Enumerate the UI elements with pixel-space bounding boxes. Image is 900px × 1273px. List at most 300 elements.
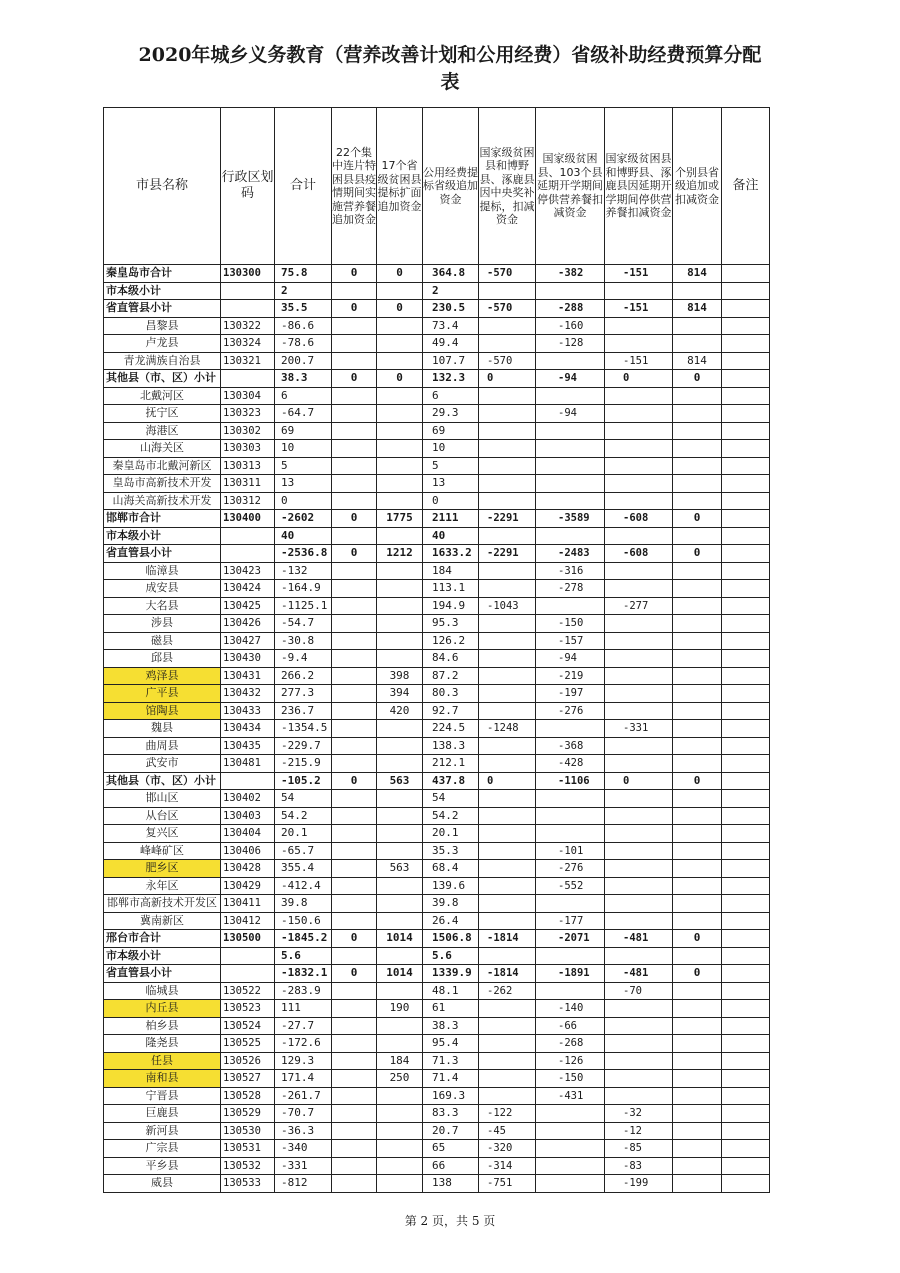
individual-adjust-cell (673, 632, 722, 650)
county-name-cell: 柏乡县 (104, 1017, 221, 1035)
poverty-closure-cell: 0 (605, 370, 673, 388)
county-name-cell: 海港区 (104, 422, 221, 440)
individual-adjust-cell (673, 1175, 722, 1193)
national-deduction-cell (479, 1017, 536, 1035)
county-name-cell: 宁晋县 (104, 1087, 221, 1105)
public-funds-cell: 49.4 (423, 335, 479, 353)
fund-22-cell (332, 912, 377, 930)
national-deduction-cell: -1043 (479, 597, 536, 615)
header-individual-adjust: 个别县省级追加或扣减资金 (673, 108, 722, 265)
fund-22-cell (332, 737, 377, 755)
county-name-cell: 峰峰矿区 (104, 842, 221, 860)
subtotal-row (104, 265, 770, 283)
public-funds-cell: 83.3 (423, 1105, 479, 1123)
total-cell: 171.4 (275, 1070, 332, 1088)
admin-code-cell: 130323 (221, 405, 275, 423)
fund-17-cell (377, 1035, 423, 1053)
extended-closure-cell: -276 (536, 860, 605, 878)
table-row (104, 580, 770, 598)
total-cell: -261.7 (275, 1087, 332, 1105)
table-row (104, 562, 770, 580)
table-row (104, 422, 770, 440)
public-funds-cell: 5.6 (423, 947, 479, 965)
total-cell: 20.1 (275, 825, 332, 843)
extended-closure-cell: -157 (536, 632, 605, 650)
national-deduction-cell (479, 527, 536, 545)
individual-adjust-cell (673, 282, 722, 300)
poverty-closure-cell (605, 667, 673, 685)
county-name-cell: 其他县（市、区）小计 (104, 370, 221, 388)
public-funds-cell: 29.3 (423, 405, 479, 423)
national-deduction-cell (479, 475, 536, 493)
table-row (104, 877, 770, 895)
total-cell: -340 (275, 1140, 332, 1158)
fund-17-cell (377, 440, 423, 458)
subtotal-row (104, 930, 770, 948)
county-name-cell: 成安县 (104, 580, 221, 598)
county-name-cell: 卢龙县 (104, 335, 221, 353)
public-funds-cell: 437.8 (423, 772, 479, 790)
extended-closure-cell (536, 475, 605, 493)
national-deduction-cell (479, 1035, 536, 1053)
remarks-cell (722, 510, 770, 528)
national-deduction-cell: -2291 (479, 545, 536, 563)
individual-adjust-cell (673, 1000, 722, 1018)
individual-adjust-cell (673, 335, 722, 353)
extended-closure-cell (536, 387, 605, 405)
fund-22-cell (332, 580, 377, 598)
remarks-cell (722, 545, 770, 563)
page-footer: 第 2 页，共 5 页 (404, 1214, 496, 1228)
extended-closure-cell: -160 (536, 317, 605, 335)
individual-adjust-cell (673, 790, 722, 808)
fund-22-cell: 0 (332, 510, 377, 528)
remarks-cell (722, 300, 770, 318)
national-deduction-cell (479, 737, 536, 755)
admin-code-cell (221, 370, 275, 388)
national-deduction-cell (479, 790, 536, 808)
total-cell: 69 (275, 422, 332, 440)
table-body (104, 265, 770, 1193)
total-cell: 38.3 (275, 370, 332, 388)
fund-22-cell (332, 387, 377, 405)
extended-closure-cell (536, 492, 605, 510)
public-funds-cell: 26.4 (423, 912, 479, 930)
individual-adjust-cell (673, 562, 722, 580)
table-row (104, 317, 770, 335)
admin-code-cell: 130526 (221, 1052, 275, 1070)
poverty-closure-cell (605, 475, 673, 493)
admin-code-cell: 130313 (221, 457, 275, 475)
header-total: 合计 (275, 108, 332, 265)
county-name-cell: 市本级小计 (104, 282, 221, 300)
county-name-cell: 曲周县 (104, 737, 221, 755)
public-funds-cell: 87.2 (423, 667, 479, 685)
public-funds-cell: 132.3 (423, 370, 479, 388)
individual-adjust-cell (673, 1052, 722, 1070)
extended-closure-cell: -66 (536, 1017, 605, 1035)
remarks-cell (722, 825, 770, 843)
fund-22-cell (332, 1105, 377, 1123)
fund-17-cell: 398 (377, 667, 423, 685)
remarks-cell (722, 1035, 770, 1053)
fund-22-cell (332, 755, 377, 773)
individual-adjust-cell (673, 615, 722, 633)
table-row (104, 1052, 770, 1070)
total-cell: -1845.2 (275, 930, 332, 948)
public-funds-cell: 54 (423, 790, 479, 808)
fund-22-cell (332, 615, 377, 633)
fund-22-cell (332, 790, 377, 808)
total-cell: -64.7 (275, 405, 332, 423)
public-funds-cell: 95.4 (423, 1035, 479, 1053)
fund-22-cell (332, 807, 377, 825)
fund-17-cell (377, 422, 423, 440)
public-funds-cell: 35.3 (423, 842, 479, 860)
individual-adjust-cell (673, 685, 722, 703)
county-name-cell: 邯郸市高新技术开发区 (104, 895, 221, 913)
county-name-cell: 市本级小计 (104, 947, 221, 965)
remarks-cell (722, 580, 770, 598)
remarks-cell (722, 1070, 770, 1088)
county-name-cell: 北戴河区 (104, 387, 221, 405)
fund-17-cell (377, 947, 423, 965)
fund-22-cell (332, 720, 377, 738)
admin-code-cell: 130523 (221, 1000, 275, 1018)
national-deduction-cell: -320 (479, 1140, 536, 1158)
admin-code-cell: 130433 (221, 702, 275, 720)
total-cell: 35.5 (275, 300, 332, 318)
national-deduction-cell (479, 632, 536, 650)
total-cell: -86.6 (275, 317, 332, 335)
poverty-closure-cell (605, 405, 673, 423)
admin-code-cell (221, 545, 275, 563)
remarks-cell (722, 895, 770, 913)
total-cell: 2 (275, 282, 332, 300)
fund-22-cell (332, 982, 377, 1000)
individual-adjust-cell (673, 597, 722, 615)
poverty-closure-cell: -608 (605, 545, 673, 563)
individual-adjust-cell (673, 720, 722, 738)
individual-adjust-cell (673, 667, 722, 685)
admin-code-cell (221, 965, 275, 983)
individual-adjust-cell (673, 912, 722, 930)
national-deduction-cell: -122 (479, 1105, 536, 1123)
fund-17-cell (377, 842, 423, 860)
national-deduction-cell: -2291 (479, 510, 536, 528)
total-cell: 277.3 (275, 685, 332, 703)
admin-code-cell (221, 282, 275, 300)
individual-adjust-cell (673, 440, 722, 458)
document-title (0, 42, 900, 96)
table-row (104, 405, 770, 423)
fund-22-cell (332, 597, 377, 615)
individual-adjust-cell (673, 492, 722, 510)
public-funds-cell: 113.1 (423, 580, 479, 598)
remarks-cell (722, 965, 770, 983)
remarks-cell (722, 265, 770, 283)
national-deduction-cell (479, 912, 536, 930)
remarks-cell (722, 755, 770, 773)
public-funds-cell: 1633.2 (423, 545, 479, 563)
national-deduction-cell (479, 492, 536, 510)
fund-17-cell: 394 (377, 685, 423, 703)
table-row (104, 685, 770, 703)
national-deduction-cell (479, 457, 536, 475)
county-name-cell: 永年区 (104, 877, 221, 895)
admin-code-cell: 130304 (221, 387, 275, 405)
admin-code-cell: 130434 (221, 720, 275, 738)
public-funds-cell: 84.6 (423, 650, 479, 668)
remarks-cell (722, 352, 770, 370)
fund-17-cell (377, 1122, 423, 1140)
poverty-closure-cell: -199 (605, 1175, 673, 1193)
total-cell: -215.9 (275, 755, 332, 773)
county-name-cell: 隆尧县 (104, 1035, 221, 1053)
public-funds-cell: 92.7 (423, 702, 479, 720)
admin-code-cell: 130428 (221, 860, 275, 878)
title-line-1: 2020年城乡义务教育（营养改善计划和公用经费）省级补助经费预算分配 (138, 44, 762, 66)
total-cell: -164.9 (275, 580, 332, 598)
extended-closure-cell: -1106 (536, 772, 605, 790)
fund-17-cell (377, 282, 423, 300)
poverty-closure-cell (605, 387, 673, 405)
admin-code-cell: 130500 (221, 930, 275, 948)
national-deduction-cell (479, 807, 536, 825)
extended-closure-cell (536, 440, 605, 458)
county-name-cell: 冀南新区 (104, 912, 221, 930)
header-county-name: 市县名称 (104, 108, 221, 265)
fund-17-cell (377, 650, 423, 668)
county-name-cell: 鸡泽县 (104, 667, 221, 685)
fund-17-cell (377, 895, 423, 913)
public-funds-cell: 138.3 (423, 737, 479, 755)
individual-adjust-cell (673, 1087, 722, 1105)
remarks-cell (722, 597, 770, 615)
extended-closure-cell: -2071 (536, 930, 605, 948)
national-deduction-cell: -45 (479, 1122, 536, 1140)
table-row (104, 352, 770, 370)
national-deduction-cell (479, 282, 536, 300)
fund-17-cell: 184 (377, 1052, 423, 1070)
remarks-cell (722, 492, 770, 510)
remarks-cell (722, 842, 770, 860)
poverty-closure-cell (605, 492, 673, 510)
admin-code-cell (221, 947, 275, 965)
fund-22-cell (332, 562, 377, 580)
table-row (104, 650, 770, 668)
fund-17-cell (377, 527, 423, 545)
county-name-cell: 从台区 (104, 807, 221, 825)
national-deduction-cell (479, 405, 536, 423)
total-cell: 266.2 (275, 667, 332, 685)
extended-closure-cell (536, 1105, 605, 1123)
extended-closure-cell: -94 (536, 650, 605, 668)
header-17-county-fund: 17个省级贫困县提标扩面追加资金 (377, 108, 423, 265)
public-funds-cell: 40 (423, 527, 479, 545)
public-funds-cell: 39.8 (423, 895, 479, 913)
total-cell: -283.9 (275, 982, 332, 1000)
fund-17-cell (377, 562, 423, 580)
poverty-closure-cell: -85 (605, 1140, 673, 1158)
table-row (104, 1157, 770, 1175)
fund-17-cell: 420 (377, 702, 423, 720)
fund-17-cell (377, 387, 423, 405)
remarks-cell (722, 527, 770, 545)
fund-17-cell: 563 (377, 860, 423, 878)
national-deduction-cell (479, 947, 536, 965)
extended-closure-cell: -128 (536, 335, 605, 353)
fund-22-cell (332, 1087, 377, 1105)
fund-17-cell (377, 632, 423, 650)
public-funds-cell: 69 (423, 422, 479, 440)
remarks-cell (722, 405, 770, 423)
national-deduction-cell (479, 685, 536, 703)
public-funds-cell: 13 (423, 475, 479, 493)
table-row (104, 720, 770, 738)
fund-17-cell (377, 457, 423, 475)
public-funds-cell: 2111 (423, 510, 479, 528)
admin-code-cell: 130412 (221, 912, 275, 930)
county-name-cell: 威县 (104, 1175, 221, 1193)
remarks-cell (722, 1175, 770, 1193)
national-deduction-cell (479, 1000, 536, 1018)
table-row (104, 1035, 770, 1053)
header-row (104, 108, 770, 265)
poverty-closure-cell: -83 (605, 1157, 673, 1175)
fund-22-cell (332, 947, 377, 965)
public-funds-cell: 139.6 (423, 877, 479, 895)
public-funds-cell: 20.7 (423, 1122, 479, 1140)
public-funds-cell: 126.2 (423, 632, 479, 650)
individual-adjust-cell (673, 1035, 722, 1053)
admin-code-cell: 130522 (221, 982, 275, 1000)
table-row (104, 807, 770, 825)
header-public-funds: 公用经费提标省级追加资金 (423, 108, 479, 265)
extended-closure-cell: -288 (536, 300, 605, 318)
individual-adjust-cell (673, 317, 722, 335)
header-national-deduction: 国家级贫困县和博野县、涿鹿县因中央奖补提标，扣减资金 (479, 108, 536, 265)
admin-code-cell (221, 300, 275, 318)
total-cell: -132 (275, 562, 332, 580)
fund-17-cell (377, 807, 423, 825)
table-row (104, 1122, 770, 1140)
poverty-closure-cell: -151 (605, 265, 673, 283)
fund-22-cell: 0 (332, 965, 377, 983)
table-row (104, 790, 770, 808)
extended-closure-cell (536, 527, 605, 545)
national-deduction-cell: -570 (479, 265, 536, 283)
poverty-closure-cell (605, 632, 673, 650)
national-deduction-cell (479, 860, 536, 878)
public-funds-cell: 66 (423, 1157, 479, 1175)
remarks-cell (722, 282, 770, 300)
individual-adjust-cell (673, 527, 722, 545)
county-name-cell: 南和县 (104, 1070, 221, 1088)
individual-adjust-cell (673, 737, 722, 755)
total-cell: 40 (275, 527, 332, 545)
poverty-closure-cell (605, 440, 673, 458)
title-line-2: 表 (440, 71, 460, 93)
fund-17-cell (377, 912, 423, 930)
county-name-cell: 皇岛市高新技术开发 (104, 475, 221, 493)
total-cell: 10 (275, 440, 332, 458)
county-name-cell: 复兴区 (104, 825, 221, 843)
extended-closure-cell: -150 (536, 615, 605, 633)
fund-17-cell (377, 720, 423, 738)
individual-adjust-cell (673, 422, 722, 440)
admin-code-cell: 130406 (221, 842, 275, 860)
table-row (104, 1070, 770, 1088)
county-name-cell: 肥乡区 (104, 860, 221, 878)
public-funds-cell: 95.3 (423, 615, 479, 633)
fund-22-cell: 0 (332, 370, 377, 388)
remarks-cell (722, 422, 770, 440)
national-deduction-cell (479, 702, 536, 720)
admin-code-cell: 130532 (221, 1157, 275, 1175)
individual-adjust-cell (673, 405, 722, 423)
national-deduction-cell (479, 562, 536, 580)
individual-adjust-cell (673, 895, 722, 913)
total-cell: 5 (275, 457, 332, 475)
remarks-cell (722, 1122, 770, 1140)
admin-code-cell: 130531 (221, 1140, 275, 1158)
table-row (104, 702, 770, 720)
national-deduction-cell (479, 842, 536, 860)
public-funds-cell: 71.3 (423, 1052, 479, 1070)
poverty-closure-cell: -12 (605, 1122, 673, 1140)
poverty-closure-cell: -277 (605, 597, 673, 615)
extended-closure-cell (536, 1122, 605, 1140)
table-row (104, 1105, 770, 1123)
individual-adjust-cell (673, 1017, 722, 1035)
extended-closure-cell: -552 (536, 877, 605, 895)
table-row (104, 335, 770, 353)
individual-adjust-cell (673, 702, 722, 720)
admin-code-cell: 130525 (221, 1035, 275, 1053)
extended-closure-cell (536, 947, 605, 965)
public-funds-cell: 48.1 (423, 982, 479, 1000)
public-funds-cell: 1339.9 (423, 965, 479, 983)
fund-22-cell (332, 1052, 377, 1070)
fund-17-cell (377, 755, 423, 773)
county-name-cell: 邯山区 (104, 790, 221, 808)
admin-code-cell: 130527 (221, 1070, 275, 1088)
public-funds-cell: 65 (423, 1140, 479, 1158)
extended-closure-cell (536, 807, 605, 825)
county-name-cell: 昌黎县 (104, 317, 221, 335)
individual-adjust-cell: 814 (673, 300, 722, 318)
total-cell: -27.7 (275, 1017, 332, 1035)
fund-22-cell (332, 457, 377, 475)
poverty-closure-cell (605, 457, 673, 475)
total-cell: -172.6 (275, 1035, 332, 1053)
fund-22-cell (332, 860, 377, 878)
public-funds-cell: 169.3 (423, 1087, 479, 1105)
poverty-closure-cell: -70 (605, 982, 673, 1000)
extended-closure-cell: -316 (536, 562, 605, 580)
admin-code-cell (221, 772, 275, 790)
table-row (104, 755, 770, 773)
admin-code-cell: 130302 (221, 422, 275, 440)
national-deduction-cell: -1814 (479, 930, 536, 948)
poverty-closure-cell (605, 702, 673, 720)
county-name-cell: 大名县 (104, 597, 221, 615)
individual-adjust-cell (673, 982, 722, 1000)
individual-adjust-cell: 0 (673, 930, 722, 948)
admin-code-cell: 130427 (221, 632, 275, 650)
poverty-closure-cell (605, 1000, 673, 1018)
